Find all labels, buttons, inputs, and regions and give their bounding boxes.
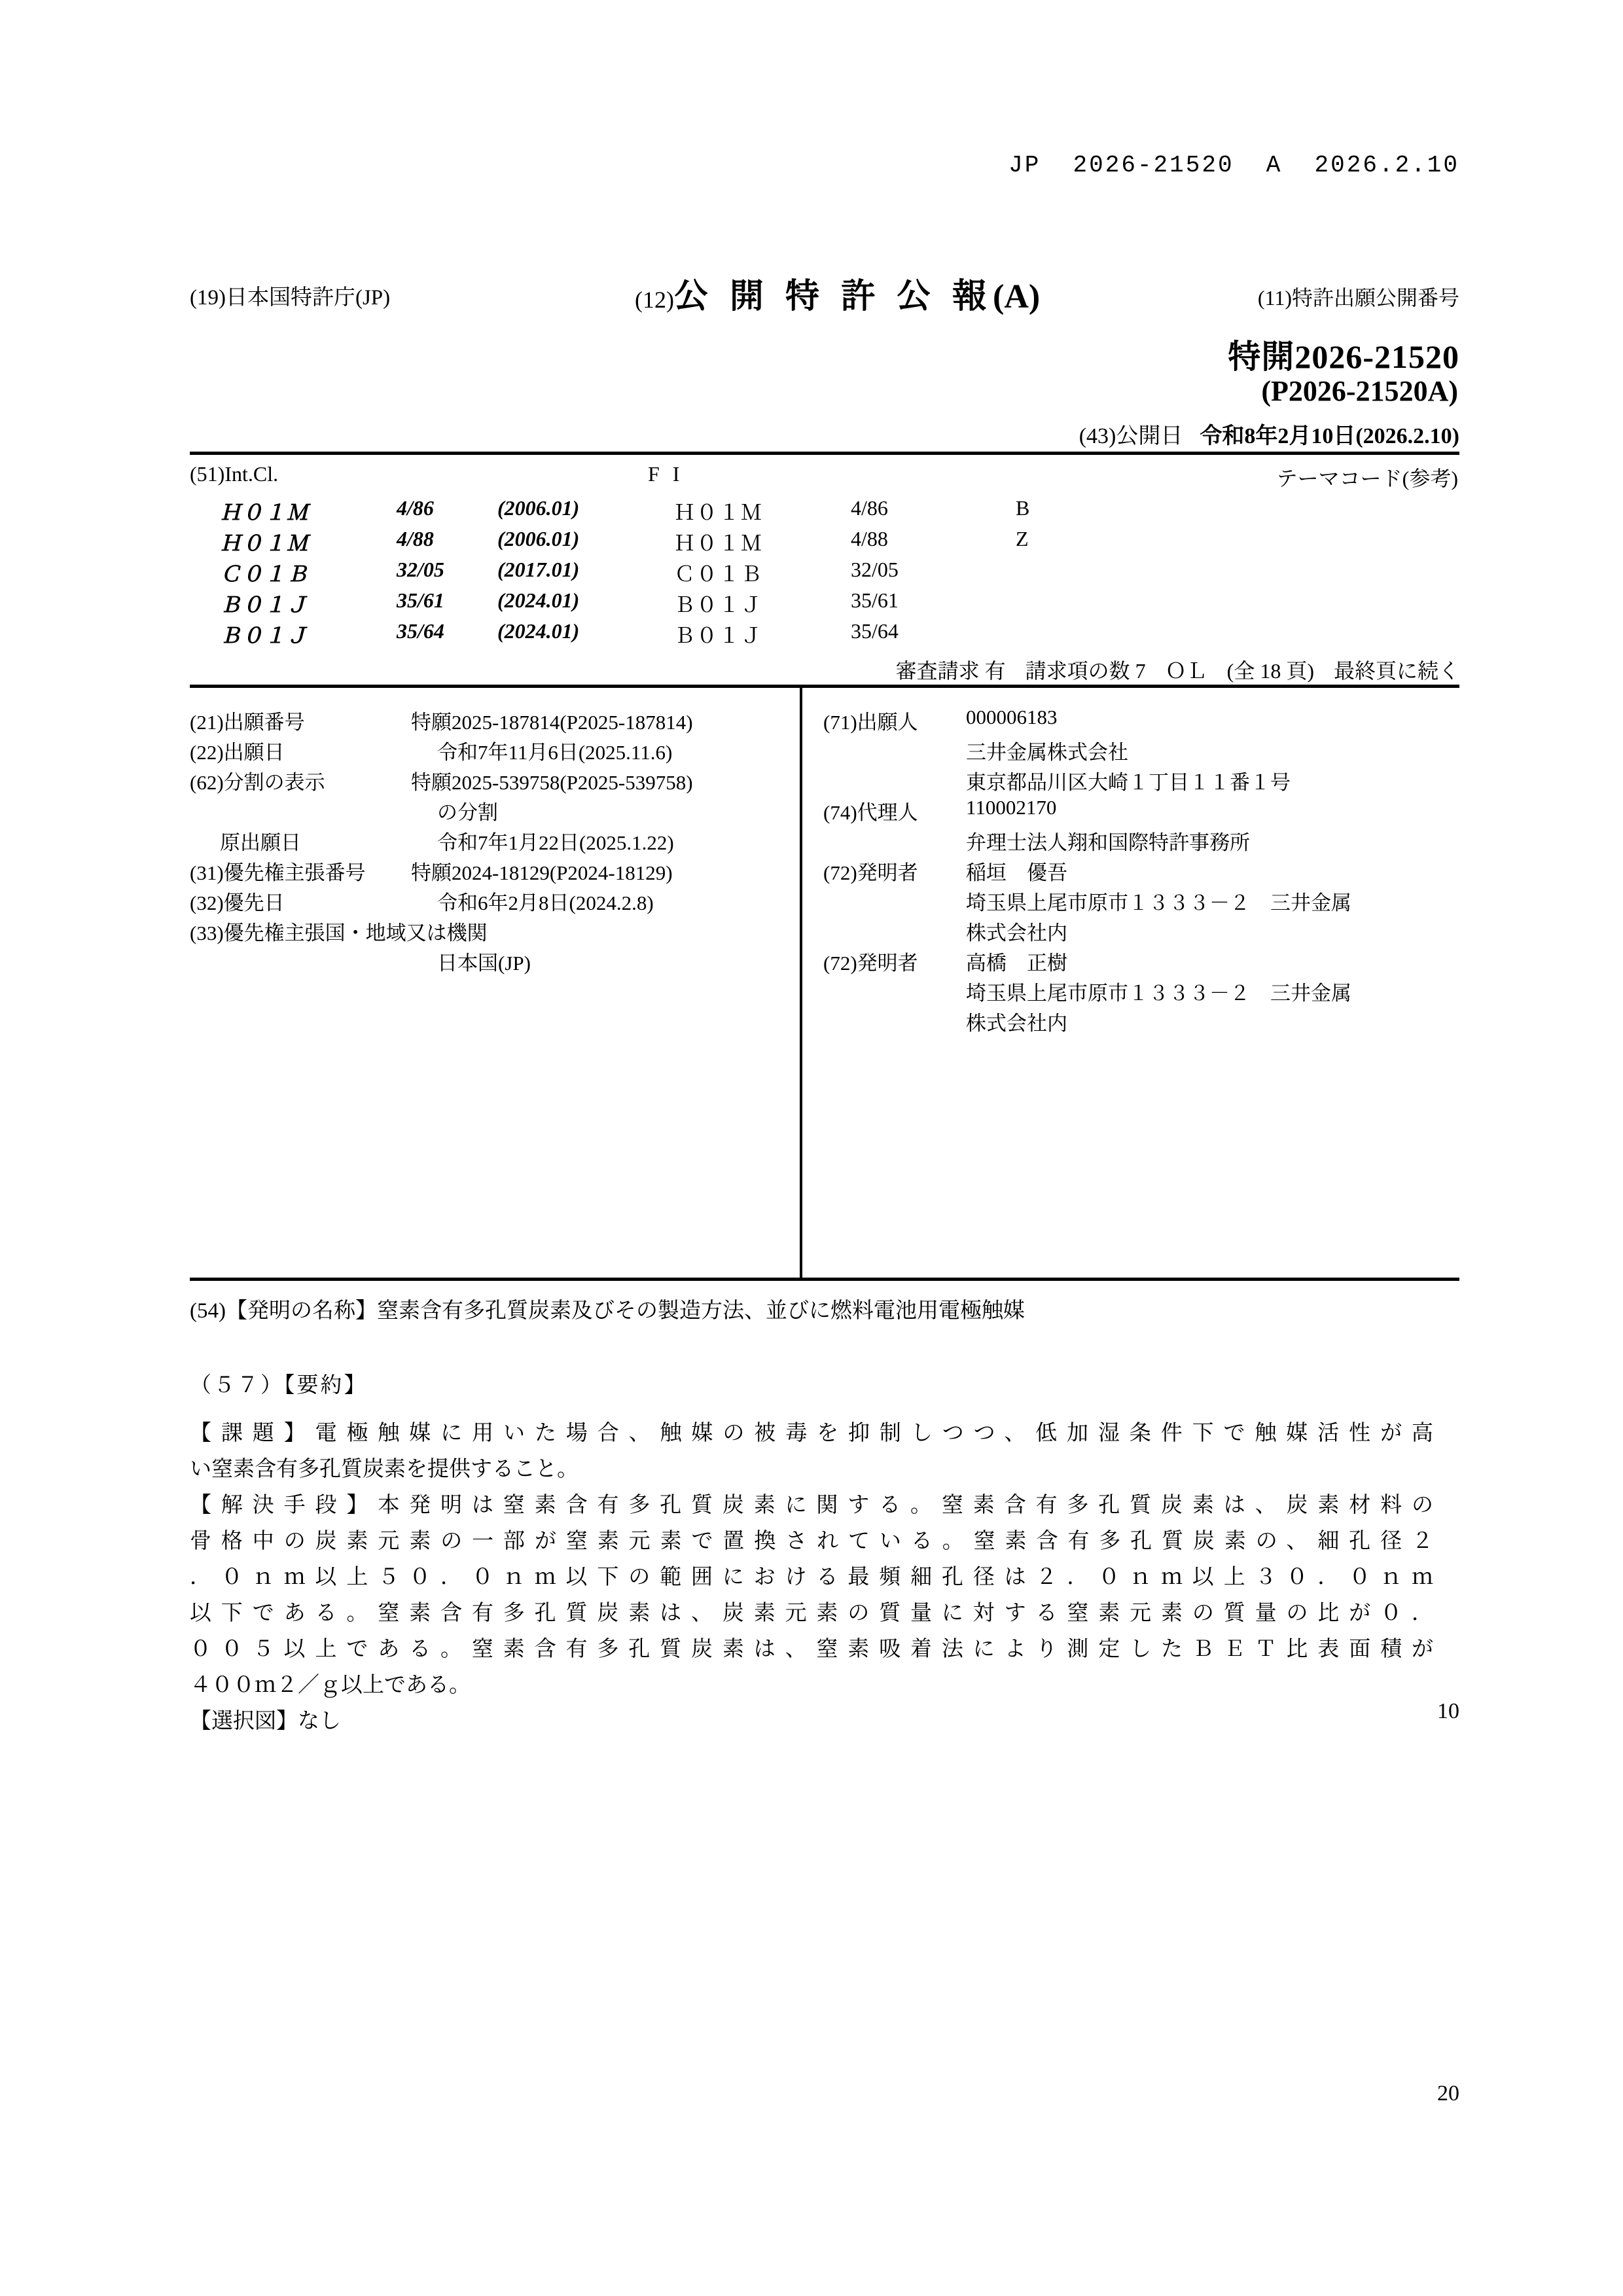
- bib-value: 日本国(JP): [437, 952, 531, 975]
- ipc-subgroup: 4/86: [397, 496, 434, 520]
- bib-value: 稲垣 優吾: [966, 861, 1067, 884]
- bib-row: [823, 766, 1471, 796]
- gazette-title-text: 公 開 特 許 公 報: [673, 278, 993, 315]
- fi-flag: Z: [1016, 527, 1029, 550]
- ipc-row: [190, 619, 1459, 650]
- abstract-section: [190, 1368, 1433, 1740]
- total-pages: (全 18 頁): [1226, 659, 1314, 683]
- publication-number-alt: (P2026-21520A): [1261, 375, 1458, 407]
- bib-value: 三井金属株式会社: [966, 741, 1128, 764]
- ipc-subgroup: 32/05: [397, 558, 444, 581]
- invention-title: (54)【発明の名称】窒素含有多孔質炭素及びその製造方法、並びに燃料電池用電極触媒: [190, 1299, 1025, 1323]
- bib-label: (33)優先権主張国・地域又は機関: [190, 922, 488, 944]
- fi-class: Ｈ０１Ｍ: [674, 531, 764, 555]
- publication-date: [1079, 418, 1459, 450]
- ipc-subgroup: 4/88: [397, 527, 434, 550]
- ipc-version: (2017.01): [497, 558, 580, 581]
- bib-value: 東京都品川区大崎１丁目１１番１号: [966, 771, 1291, 794]
- selected-figure-line: 【選択図】なし: [190, 1710, 341, 1733]
- bib-label: (72)発明者: [823, 952, 918, 975]
- ipc-subgroup: 35/64: [397, 619, 444, 643]
- bib-value: 令和7年1月22日(2025.1.22): [437, 831, 674, 854]
- bib-label: (22)出願日: [190, 741, 285, 764]
- bib-row: [823, 826, 1471, 856]
- abstract-heading: （５７）【要約】: [190, 1374, 368, 1397]
- abstract-line: ．０ｎｍ以上５０．０ｎｍ以下の範囲における最頻細孔径は２．０ｎｍ以上３０．０ｎｍ: [190, 1566, 1434, 1589]
- publication-number: 特開2026-21520: [1228, 338, 1459, 375]
- bib-value: 埼玉県上尾市原市１３３３－２ 三井金属: [966, 982, 1351, 1005]
- bib-row: [190, 946, 785, 977]
- examination-request-line: [190, 655, 1459, 685]
- bibliographic-right-column: [823, 706, 1471, 1037]
- bib-row: [190, 796, 785, 826]
- ipc-version: (2006.01): [497, 496, 580, 520]
- examination-request: 審査請求 有: [895, 659, 1006, 683]
- bib-label: (31)優先権主張番号: [190, 861, 366, 884]
- abstract-line: 【解決手段】本発明は窒素含有多孔質炭素に関する。窒素含有多孔質炭素は、炭素材料の: [190, 1494, 1433, 1517]
- bib-row: [190, 916, 785, 946]
- bib-label: (72)発明者: [823, 861, 918, 884]
- issuing-office: (19)日本国特許庁(JP): [190, 286, 391, 310]
- bib-row: [823, 916, 1471, 946]
- bib-label: (74)代理人: [823, 801, 918, 824]
- fi-subgroup: 32/05: [851, 558, 899, 581]
- ipc-header-row: [190, 462, 1459, 496]
- ipc-version: (2024.01): [497, 619, 580, 643]
- abstract-line: ００５以上である。窒素含有多孔質炭素は、窒素吸着法により測定したＢＥＴ比表面積が: [190, 1638, 1433, 1661]
- gazette-title: [635, 268, 1040, 317]
- bib-value: 高橋 正樹: [966, 952, 1067, 975]
- fi-label: F I: [648, 462, 684, 486]
- gazette-prefix: (12): [635, 287, 674, 313]
- bib-row: [190, 766, 785, 796]
- ipc-class: Ｈ０１Ｍ: [220, 531, 310, 555]
- bib-row: [190, 736, 785, 766]
- bib-row: [823, 736, 1471, 766]
- bib-label: (62)分割の表示: [190, 771, 325, 794]
- bib-row: [823, 977, 1471, 1007]
- ipc-row: [190, 588, 1459, 619]
- bib-label: (32)優先日: [190, 891, 285, 914]
- bib-value: 弁理士法人翔和国際特許事務所: [966, 831, 1250, 854]
- fi-subgroup: 35/61: [851, 588, 899, 612]
- ipc-class: Ｂ０１Ｊ: [220, 624, 310, 647]
- bib-row: [823, 946, 1471, 977]
- int-cl-label: (51)Int.Cl.: [190, 462, 279, 486]
- bib-row: [190, 706, 785, 736]
- bib-row: [823, 1007, 1471, 1037]
- gazette-title-suffix: (A): [993, 278, 1041, 315]
- fi-subgroup: 4/88: [851, 527, 888, 550]
- abstract-line: ４００ｍ２／ｇ以上である。: [190, 1674, 471, 1697]
- bib-value: 特願2025-187814(P2025-187814): [411, 711, 693, 734]
- bib-row: [190, 886, 785, 916]
- bib-value: 埼玉県上尾市原市１３３３－２ 三井金属: [966, 891, 1351, 914]
- theme-code-label: テーマコード(参考): [1276, 467, 1458, 490]
- bibliographic-left-column: [190, 706, 785, 977]
- bib-row: [190, 856, 785, 886]
- bib-row: [190, 826, 785, 856]
- publication-date-label: (43)公開日: [1079, 424, 1183, 448]
- bib-value: 令和7年11月6日(2025.11.6): [437, 741, 673, 764]
- bib-row: [823, 856, 1471, 886]
- abstract-line: い窒素含有多孔質炭素を提供すること。: [190, 1458, 579, 1481]
- column-line-number: 10: [1437, 1699, 1459, 1723]
- ipc-row: [190, 496, 1459, 527]
- ol-marker: ＯＬ: [1165, 659, 1207, 683]
- fi-class: Ｂ０１Ｊ: [674, 624, 764, 647]
- ipc-version: (2006.01): [497, 527, 580, 550]
- abstract-line: 【課題】電極触媒に用いた場合、触媒の被毒を抑制しつつ、低加湿条件下で触媒活性が高: [190, 1422, 1433, 1445]
- bib-value: 株式会社内: [966, 922, 1067, 944]
- rule-bottom: [190, 1278, 1459, 1281]
- abstract-line: 骨格中の炭素元素の一部が窒素元素で置換されている。窒素含有多孔質炭素の、細孔径２: [190, 1530, 1433, 1553]
- bib-value: 令和6年2月8日(2024.2.8): [437, 891, 654, 914]
- ipc-class: Ｂ０１Ｊ: [220, 593, 310, 617]
- continued-note: 最終頁に続く: [1333, 659, 1459, 683]
- fi-class: Ｃ０１Ｂ: [674, 562, 764, 586]
- fi-class: Ｈ０１Ｍ: [674, 501, 764, 524]
- rule-middle: [190, 685, 1459, 688]
- bib-value: の分割: [437, 801, 498, 824]
- ipc-version: (2024.01): [497, 588, 580, 612]
- bib-value: 株式会社内: [966, 1012, 1067, 1035]
- fi-subgroup: 35/64: [851, 619, 899, 643]
- bib-row: [823, 796, 1471, 826]
- bib-value: 特願2025-539758(P2025-539758): [411, 771, 693, 794]
- rule-vertical-divider: [800, 685, 802, 1278]
- ipc-class: Ｈ０１Ｍ: [220, 501, 310, 524]
- masthead: [190, 262, 1459, 448]
- fi-flag: B: [1016, 496, 1030, 520]
- bib-value: 特願2024-18129(P2024-18129): [411, 861, 673, 884]
- fi-class: Ｂ０１Ｊ: [674, 593, 764, 617]
- ipc-row: [190, 558, 1459, 588]
- bib-label: (21)出願番号: [190, 711, 305, 734]
- ipc-subgroup: 35/61: [397, 588, 444, 612]
- bib-value: 110002170: [966, 796, 1057, 819]
- bib-row: [823, 706, 1471, 736]
- running-head: JP 2026-21520 A 2026.2.10: [1008, 152, 1459, 179]
- rule-top: [190, 452, 1459, 455]
- bib-label: 原出願日: [220, 831, 301, 854]
- bib-label: (71)出願人: [823, 711, 918, 734]
- page-footer-number: 20: [1437, 2081, 1459, 2106]
- abstract-line: 以下である。窒素含有多孔質炭素は、炭素元素の質量に対する窒素元素の質量の比が０．: [190, 1602, 1434, 1625]
- bib-row: [823, 886, 1471, 916]
- publication-date-value: 令和8年2月10日(2026.2.10): [1200, 424, 1459, 448]
- ipc-class: Ｃ０１Ｂ: [220, 562, 310, 586]
- ipc-section: [190, 462, 1459, 650]
- bib-value: 000006183: [966, 706, 1058, 728]
- publication-number-label: (11)特許出願公開番号: [1257, 286, 1459, 310]
- claim-count: 請求項の数 7: [1025, 659, 1146, 683]
- fi-subgroup: 4/86: [851, 496, 888, 520]
- ipc-row: [190, 527, 1459, 558]
